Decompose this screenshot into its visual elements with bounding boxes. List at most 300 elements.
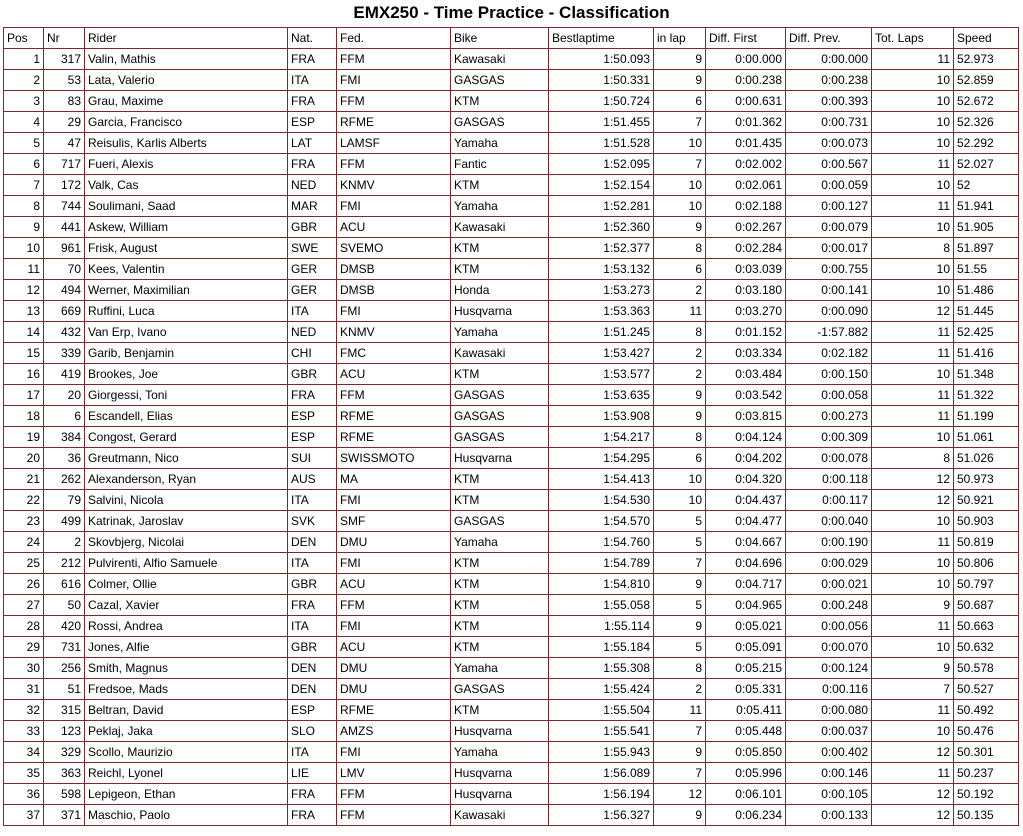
cell-in-lap: 9	[654, 49, 706, 70]
cell-rider: Valin, Mathis	[85, 49, 288, 70]
cell-in-lap: 10	[654, 196, 706, 217]
cell-bestlaptime: 1:50.724	[549, 91, 654, 112]
cell-speed: 51.486	[954, 280, 1019, 301]
cell-tot-laps: 10	[872, 553, 954, 574]
cell-rider: Frisk, August	[85, 238, 288, 259]
cell-diff-prev: 0:00.040	[786, 511, 872, 532]
table-row	[3, 217, 1019, 238]
cell-diff-prev: 0:00.056	[786, 616, 872, 637]
cell-nat: ESP	[288, 112, 337, 133]
cell-nr: 51	[44, 679, 85, 700]
cell-diff-prev: 0:00.127	[786, 196, 872, 217]
cell-nat: ITA	[288, 616, 337, 637]
cell-diff-first: 0:02.284	[706, 238, 786, 259]
cell-in-lap: 7	[654, 721, 706, 742]
cell-in-lap: 5	[654, 595, 706, 616]
cell-diff-prev: 0:00.190	[786, 532, 872, 553]
cell-pos: 21	[3, 469, 44, 490]
cell-in-lap: 10	[654, 133, 706, 154]
col-header-in-lap: in lap	[654, 27, 706, 49]
cell-diff-first: 0:03.270	[706, 301, 786, 322]
cell-bestlaptime: 1:50.093	[549, 49, 654, 70]
cell-bike: KTM	[451, 700, 549, 721]
cell-nr: 598	[44, 784, 85, 805]
cell-in-lap: 8	[654, 238, 706, 259]
cell-diff-prev: -1:57.882	[786, 322, 872, 343]
cell-tot-laps: 7	[872, 679, 954, 700]
cell-diff-prev: 0:00.078	[786, 448, 872, 469]
cell-pos: 2	[3, 70, 44, 91]
cell-tot-laps: 10	[872, 280, 954, 301]
table-row	[3, 742, 1019, 763]
cell-bestlaptime: 1:53.363	[549, 301, 654, 322]
cell-nat: GER	[288, 259, 337, 280]
cell-diff-first: 0:02.061	[706, 175, 786, 196]
cell-nat: SVK	[288, 511, 337, 532]
cell-bestlaptime: 1:52.154	[549, 175, 654, 196]
cell-speed: 51.445	[954, 301, 1019, 322]
table-row	[3, 805, 1019, 826]
cell-in-lap: 8	[654, 427, 706, 448]
cell-pos: 32	[3, 700, 44, 721]
cell-bike: KTM	[451, 616, 549, 637]
cell-pos: 7	[3, 175, 44, 196]
cell-rider: Lata, Valerio	[85, 70, 288, 91]
cell-fed: ACU	[337, 364, 451, 385]
cell-rider: Katrinak, Jaroslav	[85, 511, 288, 532]
cell-nat: ITA	[288, 70, 337, 91]
cell-diff-prev: 0:00.070	[786, 637, 872, 658]
cell-bike: GASGAS	[451, 427, 549, 448]
cell-tot-laps: 11	[872, 49, 954, 70]
table-row	[3, 406, 1019, 427]
cell-diff-first: 0:04.320	[706, 469, 786, 490]
cell-rider: Smith, Magnus	[85, 658, 288, 679]
cell-bestlaptime: 1:51.455	[549, 112, 654, 133]
col-header-speed: Speed	[954, 27, 1019, 49]
cell-in-lap: 8	[654, 658, 706, 679]
cell-pos: 24	[3, 532, 44, 553]
cell-speed: 50.237	[954, 763, 1019, 784]
cell-tot-laps: 10	[872, 364, 954, 385]
classification-table	[3, 27, 1019, 826]
cell-pos: 5	[3, 133, 44, 154]
cell-rider: Pulvirenti, Alfio Samuele	[85, 553, 288, 574]
cell-diff-first: 0:04.477	[706, 511, 786, 532]
cell-tot-laps: 12	[872, 490, 954, 511]
cell-fed: ACU	[337, 637, 451, 658]
cell-speed: 52.859	[954, 70, 1019, 91]
cell-pos: 25	[3, 553, 44, 574]
table-row	[3, 238, 1019, 259]
cell-speed: 52.027	[954, 154, 1019, 175]
cell-tot-laps: 10	[872, 427, 954, 448]
cell-speed: 50.819	[954, 532, 1019, 553]
cell-tot-laps: 10	[872, 133, 954, 154]
cell-nr: 212	[44, 553, 85, 574]
cell-diff-prev: 0:00.080	[786, 700, 872, 721]
cell-in-lap: 5	[654, 532, 706, 553]
cell-nr: 2	[44, 532, 85, 553]
cell-rider: Fueri, Alexis	[85, 154, 288, 175]
col-header-pos: Pos	[3, 27, 44, 49]
cell-nr: 420	[44, 616, 85, 637]
cell-speed: 52.425	[954, 322, 1019, 343]
cell-bestlaptime: 1:52.095	[549, 154, 654, 175]
cell-nat: CHI	[288, 343, 337, 364]
cell-bestlaptime: 1:55.058	[549, 595, 654, 616]
cell-diff-first: 0:02.002	[706, 154, 786, 175]
cell-diff-prev: 0:00.150	[786, 364, 872, 385]
cell-fed: DMSB	[337, 280, 451, 301]
cell-pos: 16	[3, 364, 44, 385]
cell-bike: GASGAS	[451, 70, 549, 91]
cell-bike: Kawasaki	[451, 49, 549, 70]
cell-diff-prev: 0:00.117	[786, 490, 872, 511]
cell-bike: Yamaha	[451, 532, 549, 553]
table-row	[3, 259, 1019, 280]
cell-fed: SWISSMOTO	[337, 448, 451, 469]
cell-speed: 50.476	[954, 721, 1019, 742]
cell-rider: Kees, Valentin	[85, 259, 288, 280]
cell-nr: 79	[44, 490, 85, 511]
cell-bike: KTM	[451, 553, 549, 574]
cell-nr: 50	[44, 595, 85, 616]
cell-bike: Husqvarna	[451, 763, 549, 784]
cell-speed: 51.941	[954, 196, 1019, 217]
cell-bike: Husqvarna	[451, 721, 549, 742]
cell-speed: 50.301	[954, 742, 1019, 763]
cell-nr: 339	[44, 343, 85, 364]
cell-nat: FRA	[288, 385, 337, 406]
cell-nr: 731	[44, 637, 85, 658]
cell-pos: 23	[3, 511, 44, 532]
cell-fed: LAMSF	[337, 133, 451, 154]
cell-nr: 363	[44, 763, 85, 784]
cell-rider: Garib, Benjamin	[85, 343, 288, 364]
cell-nat: DEN	[288, 679, 337, 700]
cell-rider: Reisulis, Karlis Alberts	[85, 133, 288, 154]
cell-in-lap: 7	[654, 112, 706, 133]
cell-rider: Salvini, Nicola	[85, 490, 288, 511]
page-title: EMX250 - Time Practice - Classification	[353, 3, 670, 22]
cell-in-lap: 12	[654, 784, 706, 805]
cell-nat: DEN	[288, 532, 337, 553]
cell-nat: GBR	[288, 364, 337, 385]
cell-pos: 31	[3, 679, 44, 700]
cell-tot-laps: 8	[872, 448, 954, 469]
cell-diff-prev: 0:00.755	[786, 259, 872, 280]
cell-in-lap: 10	[654, 469, 706, 490]
cell-speed: 50.663	[954, 616, 1019, 637]
cell-rider: Beltran, David	[85, 700, 288, 721]
cell-pos: 35	[3, 763, 44, 784]
cell-bike: Yamaha	[451, 658, 549, 679]
results-body	[3, 49, 1019, 826]
cell-diff-prev: 0:00.021	[786, 574, 872, 595]
cell-diff-first: 0:05.448	[706, 721, 786, 742]
cell-tot-laps: 11	[872, 763, 954, 784]
cell-pos: 34	[3, 742, 44, 763]
cell-bike: GASGAS	[451, 511, 549, 532]
cell-bestlaptime: 1:54.295	[549, 448, 654, 469]
cell-speed: 51.416	[954, 343, 1019, 364]
cell-diff-first: 0:00.238	[706, 70, 786, 91]
table-row	[3, 70, 1019, 91]
cell-nr: 262	[44, 469, 85, 490]
cell-rider: Alexanderson, Ryan	[85, 469, 288, 490]
cell-bestlaptime: 1:54.789	[549, 553, 654, 574]
cell-pos: 17	[3, 385, 44, 406]
cell-diff-first: 0:04.124	[706, 427, 786, 448]
cell-rider: Soulimani, Saad	[85, 196, 288, 217]
cell-diff-first: 0:06.234	[706, 805, 786, 826]
cell-fed: FMI	[337, 616, 451, 637]
table-row	[3, 301, 1019, 322]
table-row	[3, 469, 1019, 490]
cell-bestlaptime: 1:53.273	[549, 280, 654, 301]
cell-nat: DEN	[288, 658, 337, 679]
cell-diff-prev: 0:00.116	[786, 679, 872, 700]
cell-tot-laps: 11	[872, 196, 954, 217]
cell-bike: Husqvarna	[451, 301, 549, 322]
cell-tot-laps: 10	[872, 112, 954, 133]
table-row	[3, 763, 1019, 784]
cell-rider: Peklaj, Jaka	[85, 721, 288, 742]
cell-nr: 717	[44, 154, 85, 175]
cell-pos: 12	[3, 280, 44, 301]
cell-bike: Yamaha	[451, 133, 549, 154]
cell-rider: Rossi, Andrea	[85, 616, 288, 637]
cell-rider: Escandell, Elias	[85, 406, 288, 427]
cell-fed: FMI	[337, 196, 451, 217]
cell-nat: FRA	[288, 49, 337, 70]
cell-pos: 13	[3, 301, 44, 322]
cell-speed: 52	[954, 175, 1019, 196]
cell-fed: ACU	[337, 217, 451, 238]
cell-nr: 6	[44, 406, 85, 427]
table-row	[3, 679, 1019, 700]
cell-diff-prev: 0:00.146	[786, 763, 872, 784]
cell-nat: ESP	[288, 427, 337, 448]
cell-in-lap: 7	[654, 763, 706, 784]
cell-diff-first: 0:05.091	[706, 637, 786, 658]
cell-bestlaptime: 1:54.530	[549, 490, 654, 511]
cell-in-lap: 7	[654, 154, 706, 175]
cell-tot-laps: 12	[872, 469, 954, 490]
cell-pos: 18	[3, 406, 44, 427]
cell-nat: GBR	[288, 574, 337, 595]
col-header-bike: Bike	[451, 27, 549, 49]
cell-bestlaptime: 1:54.760	[549, 532, 654, 553]
cell-nr: 961	[44, 238, 85, 259]
cell-diff-prev: 0:00.309	[786, 427, 872, 448]
cell-tot-laps: 11	[872, 385, 954, 406]
cell-nat: SLO	[288, 721, 337, 742]
cell-speed: 50.687	[954, 595, 1019, 616]
cell-bestlaptime: 1:52.360	[549, 217, 654, 238]
cell-bestlaptime: 1:56.194	[549, 784, 654, 805]
table-row	[3, 616, 1019, 637]
cell-rider: Lepigeon, Ethan	[85, 784, 288, 805]
cell-speed: 52.973	[954, 49, 1019, 70]
cell-nr: 53	[44, 70, 85, 91]
cell-diff-first: 0:05.850	[706, 742, 786, 763]
cell-bestlaptime: 1:53.908	[549, 406, 654, 427]
cell-in-lap: 6	[654, 448, 706, 469]
cell-rider: Cazal, Xavier	[85, 595, 288, 616]
cell-rider: Giorgessi, Toni	[85, 385, 288, 406]
cell-tot-laps: 10	[872, 721, 954, 742]
cell-nr: 432	[44, 322, 85, 343]
cell-nat: ESP	[288, 700, 337, 721]
cell-rider: Colmer, Ollie	[85, 574, 288, 595]
cell-nr: 494	[44, 280, 85, 301]
cell-rider: Skovbjerg, Nicolai	[85, 532, 288, 553]
cell-fed: DMU	[337, 658, 451, 679]
cell-tot-laps: 12	[872, 301, 954, 322]
cell-diff-prev: 0:00.059	[786, 175, 872, 196]
cell-in-lap: 5	[654, 637, 706, 658]
cell-in-lap: 2	[654, 280, 706, 301]
cell-diff-first: 0:05.411	[706, 700, 786, 721]
cell-bestlaptime: 1:50.331	[549, 70, 654, 91]
cell-speed: 50.135	[954, 805, 1019, 826]
cell-fed: FMI	[337, 742, 451, 763]
cell-diff-first: 0:01.435	[706, 133, 786, 154]
cell-bestlaptime: 1:55.943	[549, 742, 654, 763]
cell-nat: ESP	[288, 406, 337, 427]
cell-bestlaptime: 1:53.132	[549, 259, 654, 280]
cell-diff-first: 0:02.267	[706, 217, 786, 238]
cell-pos: 20	[3, 448, 44, 469]
cell-diff-prev: 0:00.017	[786, 238, 872, 259]
cell-tot-laps: 11	[872, 343, 954, 364]
cell-nat: NED	[288, 175, 337, 196]
cell-diff-prev: 0:02.182	[786, 343, 872, 364]
cell-nat: ITA	[288, 490, 337, 511]
cell-bike: KTM	[451, 238, 549, 259]
cell-tot-laps: 10	[872, 511, 954, 532]
cell-bestlaptime: 1:54.810	[549, 574, 654, 595]
cell-speed: 50.578	[954, 658, 1019, 679]
col-header-tot-laps: Tot. Laps	[872, 27, 954, 49]
cell-nr: 441	[44, 217, 85, 238]
col-header-diff-first: Diff. First	[706, 27, 786, 49]
cell-fed: FFM	[337, 91, 451, 112]
cell-fed: FFM	[337, 385, 451, 406]
table-row	[3, 427, 1019, 448]
cell-fed: FMI	[337, 70, 451, 91]
cell-pos: 26	[3, 574, 44, 595]
cell-tot-laps: 12	[872, 805, 954, 826]
cell-fed: DMU	[337, 532, 451, 553]
cell-in-lap: 9	[654, 385, 706, 406]
cell-fed: DMSB	[337, 259, 451, 280]
cell-rider: Valk, Cas	[85, 175, 288, 196]
cell-pos: 36	[3, 784, 44, 805]
cell-tot-laps: 11	[872, 406, 954, 427]
col-header-nr: Nr	[44, 27, 85, 49]
cell-fed: FFM	[337, 595, 451, 616]
cell-bestlaptime: 1:52.281	[549, 196, 654, 217]
cell-nr: 744	[44, 196, 85, 217]
cell-bike: GASGAS	[451, 406, 549, 427]
cell-nr: 384	[44, 427, 85, 448]
cell-diff-first: 0:06.101	[706, 784, 786, 805]
cell-in-lap: 8	[654, 322, 706, 343]
cell-nr: 419	[44, 364, 85, 385]
cell-diff-first: 0:05.331	[706, 679, 786, 700]
cell-diff-prev: 0:00.000	[786, 49, 872, 70]
cell-diff-first: 0:00.631	[706, 91, 786, 112]
cell-nr: 669	[44, 301, 85, 322]
cell-speed: 50.492	[954, 700, 1019, 721]
cell-tot-laps: 10	[872, 259, 954, 280]
cell-nr: 20	[44, 385, 85, 406]
cell-diff-prev: 0:00.731	[786, 112, 872, 133]
cell-tot-laps: 10	[872, 175, 954, 196]
cell-bestlaptime: 1:54.413	[549, 469, 654, 490]
cell-bike: Husqvarna	[451, 784, 549, 805]
cell-nr: 371	[44, 805, 85, 826]
cell-in-lap: 9	[654, 406, 706, 427]
table-row	[3, 112, 1019, 133]
cell-nat: FRA	[288, 805, 337, 826]
table-row	[3, 385, 1019, 406]
cell-speed: 51.061	[954, 427, 1019, 448]
cell-bestlaptime: 1:55.504	[549, 700, 654, 721]
cell-nr: 47	[44, 133, 85, 154]
cell-bestlaptime: 1:54.570	[549, 511, 654, 532]
cell-bestlaptime: 1:56.089	[549, 763, 654, 784]
cell-fed: FMI	[337, 301, 451, 322]
cell-bike: KTM	[451, 259, 549, 280]
cell-diff-first: 0:04.667	[706, 532, 786, 553]
cell-rider: Van Erp, Ivano	[85, 322, 288, 343]
cell-pos: 19	[3, 427, 44, 448]
cell-nr: 172	[44, 175, 85, 196]
cell-fed: FMI	[337, 553, 451, 574]
cell-nr: 83	[44, 91, 85, 112]
cell-diff-prev: 0:00.118	[786, 469, 872, 490]
cell-diff-first: 0:04.696	[706, 553, 786, 574]
table-row	[3, 595, 1019, 616]
cell-diff-first: 0:03.542	[706, 385, 786, 406]
col-header-bestlaptime: Bestlaptime	[549, 27, 654, 49]
cell-speed: 50.192	[954, 784, 1019, 805]
cell-tot-laps: 12	[872, 784, 954, 805]
cell-tot-laps: 11	[872, 322, 954, 343]
cell-pos: 14	[3, 322, 44, 343]
cell-pos: 4	[3, 112, 44, 133]
cell-bike: Husqvarna	[451, 448, 549, 469]
cell-bestlaptime: 1:51.528	[549, 133, 654, 154]
cell-diff-prev: 0:00.248	[786, 595, 872, 616]
cell-speed: 51.897	[954, 238, 1019, 259]
cell-bike: Yamaha	[451, 196, 549, 217]
cell-tot-laps: 10	[872, 91, 954, 112]
cell-bestlaptime: 1:53.635	[549, 385, 654, 406]
cell-diff-first: 0:03.180	[706, 280, 786, 301]
cell-bike: KTM	[451, 574, 549, 595]
cell-fed: FFM	[337, 49, 451, 70]
table-row	[3, 658, 1019, 679]
cell-in-lap: 9	[654, 805, 706, 826]
cell-nr: 315	[44, 700, 85, 721]
cell-fed: RFME	[337, 406, 451, 427]
cell-rider: Garcia, Francisco	[85, 112, 288, 133]
